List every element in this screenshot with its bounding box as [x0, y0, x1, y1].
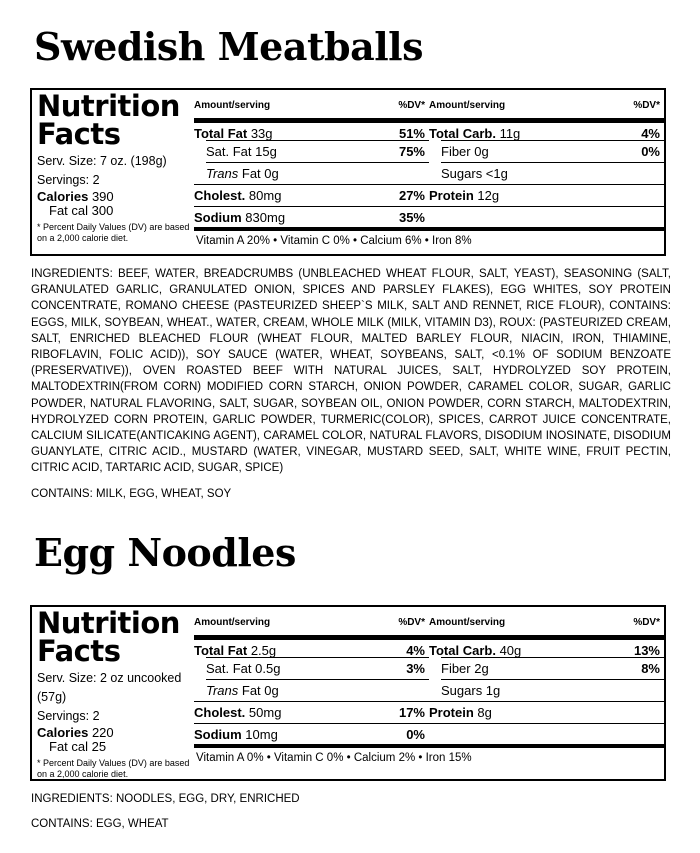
nutrition-heading: Nutrition Facts	[37, 89, 180, 151]
serving-size: Serv. Size: 7 oz. (198g)	[37, 154, 167, 168]
protein-label: Protein	[429, 705, 474, 720]
servings: Servings: 2	[37, 709, 100, 723]
cholesterol-dv: 27%	[398, 188, 425, 203]
trans-fat-value: Fat 0g	[241, 166, 279, 181]
sodium-row	[194, 723, 429, 744]
column-header	[194, 95, 429, 116]
total-fat-label: Total Fat	[194, 643, 248, 658]
vitamins-line: Vitamin A 20% • Vitamin C 0% • Calcium 6% • Iron 8%	[196, 235, 472, 247]
total-fat-dv: 4%	[406, 643, 425, 658]
nutrition-summary	[37, 89, 197, 244]
cholesterol-label: Cholest.	[194, 705, 246, 720]
amount-header: Amount/serving	[429, 617, 506, 628]
total-carb-dv: 13%	[633, 643, 660, 658]
sat-fat-dv: 75%	[398, 144, 425, 159]
protein-value: 8g	[477, 705, 492, 720]
vitamins-line: Vitamin A 0% • Vitamin C 0% • Calcium 2% • Iron 15%	[196, 752, 472, 764]
calories-label: Calories	[37, 725, 89, 740]
sugars-row	[441, 679, 664, 700]
trans-fat-row	[206, 679, 429, 700]
protein-label: Protein	[429, 188, 474, 203]
cholesterol-label: Cholest.	[194, 188, 246, 203]
dv-header: %DV*	[398, 617, 425, 628]
protein-value: 12g	[477, 188, 500, 203]
total-carb-label: Total Carb.	[429, 126, 496, 141]
total-fat-value: 33g	[250, 126, 273, 141]
cholesterol-row	[194, 701, 429, 722]
sodium-value: 10mg	[245, 727, 278, 742]
sat-fat-row	[206, 140, 429, 161]
sodium-label: Sodium	[194, 727, 242, 742]
total-carb-value: 40g	[499, 643, 522, 658]
protein-row	[429, 701, 664, 722]
sat-fat-label: Sat. Fat	[206, 144, 252, 159]
amount-header: Amount/serving	[194, 617, 271, 628]
calories-value: 390	[91, 189, 114, 204]
dv-header: %DV*	[398, 100, 425, 111]
sodium-label: Sodium	[194, 210, 242, 225]
sat-fat-row	[206, 657, 429, 678]
empty-row	[429, 206, 664, 227]
total-fat-row	[194, 118, 429, 139]
sat-fat-value: 0.5g	[255, 661, 281, 676]
sat-fat-dv: 3%	[406, 661, 425, 676]
nutrition-facts-panel	[30, 605, 666, 781]
calories-line	[37, 190, 197, 204]
sat-fat-value: 15g	[255, 144, 277, 159]
trans-fat-value: Fat 0g	[241, 683, 279, 698]
total-fat-value: 2.5g	[250, 643, 277, 658]
cholesterol-value: 80mg	[248, 188, 282, 203]
product-title: Egg Noodles	[34, 530, 296, 575]
ingredients-text: INGREDIENTS: BEEF, WATER, BREADCRUMBS (UNBLEACHED WHEAT FLOUR, SALT, YEAST), SEASONING (SALT, GRANULATED GARLIC, GRANULATED ONION, SPICES AND PARSLEY FLAKES), EGG WHITES, SOY PROTEIN CONCENTRATE, ROMANO CHEESE (PASTEURIZED SHEEP`S MILK, SALT AND RENNET, RICE FLOUR), CONTAINS: EGGS, MILK, SOYBEAN, WHEAT., WATER, CREAM, WHOLE MILK (MILK, VITAMIN D3), ROUX: (PASTEURIZED CREAM, SALT, ENRICHED BLEACHED FLOUR (WHEAT FLOUR, MALTED BARLEY FLOUR, NIACIN, IRON, THIAMINE, RIBOFLAVIN, FOLIC ACID)), SOY SAUCE (WATER, WHEAT, SOYBEANS, SALT, <0.1% OF SODIUM BENZOATE (PRESERVATIVE)), OVEN ROASTED BEEF WITH NATURAL JUICES, SALT, HYDROLYZED SOY PROTEIN, MALTODEXTRIN(FROM CORN) MODIFIED CORN STARCH, ONION POWDER, CARAMEL COLOR, SUGAR, GARLIC POWDER, NATURAL FLAVORING, SALT, SUGAR, SOYBEAN OIL, ONION POWDER, CORN STARCH, MALTODEXTRIN, HYDROLYZED CORN PROTEIN, GARLIC POWDER, TURMERIC(COLOR), SPICES, CARROT JUICE CONCENTRATE, CALCIUM SILICATE(ANTICAKING AGENT), CARAMEL COLOR, NATURAL FLAVORS, DISODIUM INOSINATE, DISODIUM GUANYLATE, CITRIC ACID., MUSTARD (WATER, VINEGAR, MUSTARD SEED, SALT, WHITE WINE, FRUIT PECTIN, CITRIC ACID, TARTARIC ACID, SUGAR, SPICE)	[31, 268, 671, 475]
column-header	[429, 95, 664, 116]
total-carb-value: 11g	[499, 126, 521, 141]
total-carb-row	[429, 118, 664, 139]
total-carb-label: Total Carb.	[429, 643, 496, 658]
cholesterol-row	[194, 184, 429, 205]
fiber-row	[441, 140, 664, 161]
fiber-dv: 8%	[641, 661, 660, 676]
nutrition-facts-panel	[30, 88, 666, 256]
allergen-statement: CONTAINS: EGG, WHEAT	[31, 818, 169, 830]
fiber-row	[441, 657, 664, 678]
sodium-dv: 0%	[406, 727, 425, 742]
column-header	[194, 612, 429, 633]
fiber-value: 2g	[474, 661, 489, 676]
nutrition-summary	[37, 606, 197, 780]
trans-fat-row	[206, 162, 429, 183]
fiber-label: Fiber	[441, 661, 471, 676]
protein-row	[429, 184, 664, 205]
total-carb-row	[429, 635, 664, 656]
fiber-label: Fiber	[441, 144, 471, 159]
sodium-value: 830mg	[245, 210, 286, 225]
nutrition-heading: Nutrition Facts	[37, 606, 180, 668]
trans-label: Trans	[206, 683, 239, 698]
dv-header: %DV*	[633, 100, 660, 111]
sat-fat-label: Sat. Fat	[206, 661, 252, 676]
total-carb-dv: 4%	[641, 126, 660, 141]
amount-header: Amount/serving	[429, 100, 506, 111]
empty-row	[429, 723, 664, 744]
sugars-value: Sugars <1g	[441, 166, 508, 181]
divider	[194, 227, 664, 231]
column-header	[429, 612, 664, 633]
allergen-statement: CONTAINS: MILK, EGG, WHEAT, SOY	[31, 488, 232, 500]
sugars-row	[441, 162, 664, 183]
amount-header: Amount/serving	[194, 100, 271, 111]
trans-label: Trans	[206, 166, 239, 181]
sugars-value: Sugars 1g	[441, 683, 501, 698]
cholesterol-dv: 17%	[398, 705, 425, 720]
total-fat-label: Total Fat	[194, 126, 248, 141]
product-title: Swedish Meatballs	[34, 24, 423, 69]
fiber-value: 0g	[474, 144, 489, 159]
fat-calories: Fat cal 300	[49, 203, 114, 218]
serving-size: Serv. Size: 2 oz uncooked (57g)	[37, 671, 182, 704]
total-fat-row	[194, 635, 429, 656]
calories-line	[37, 726, 197, 740]
dv-note: * Percent Daily Values (DV) are based on a 2,000 calorie diet.	[37, 758, 190, 779]
dv-header: %DV*	[633, 617, 660, 628]
sodium-dv: 35%	[398, 210, 425, 225]
total-fat-dv: 51%	[398, 126, 425, 141]
calories-value: 220	[91, 725, 114, 740]
sodium-row	[194, 206, 429, 227]
fat-calories: Fat cal 25	[49, 739, 107, 754]
divider	[194, 744, 664, 748]
servings: Servings: 2	[37, 173, 100, 187]
dv-note: * Percent Daily Values (DV) are based on a 2,000 calorie diet.	[37, 222, 190, 243]
fiber-dv: 0%	[641, 144, 660, 159]
cholesterol-value: 50mg	[248, 705, 282, 720]
ingredients-text: INGREDIENTS: NOODLES, EGG, DRY, ENRICHED	[31, 793, 300, 805]
calories-label: Calories	[37, 189, 89, 204]
